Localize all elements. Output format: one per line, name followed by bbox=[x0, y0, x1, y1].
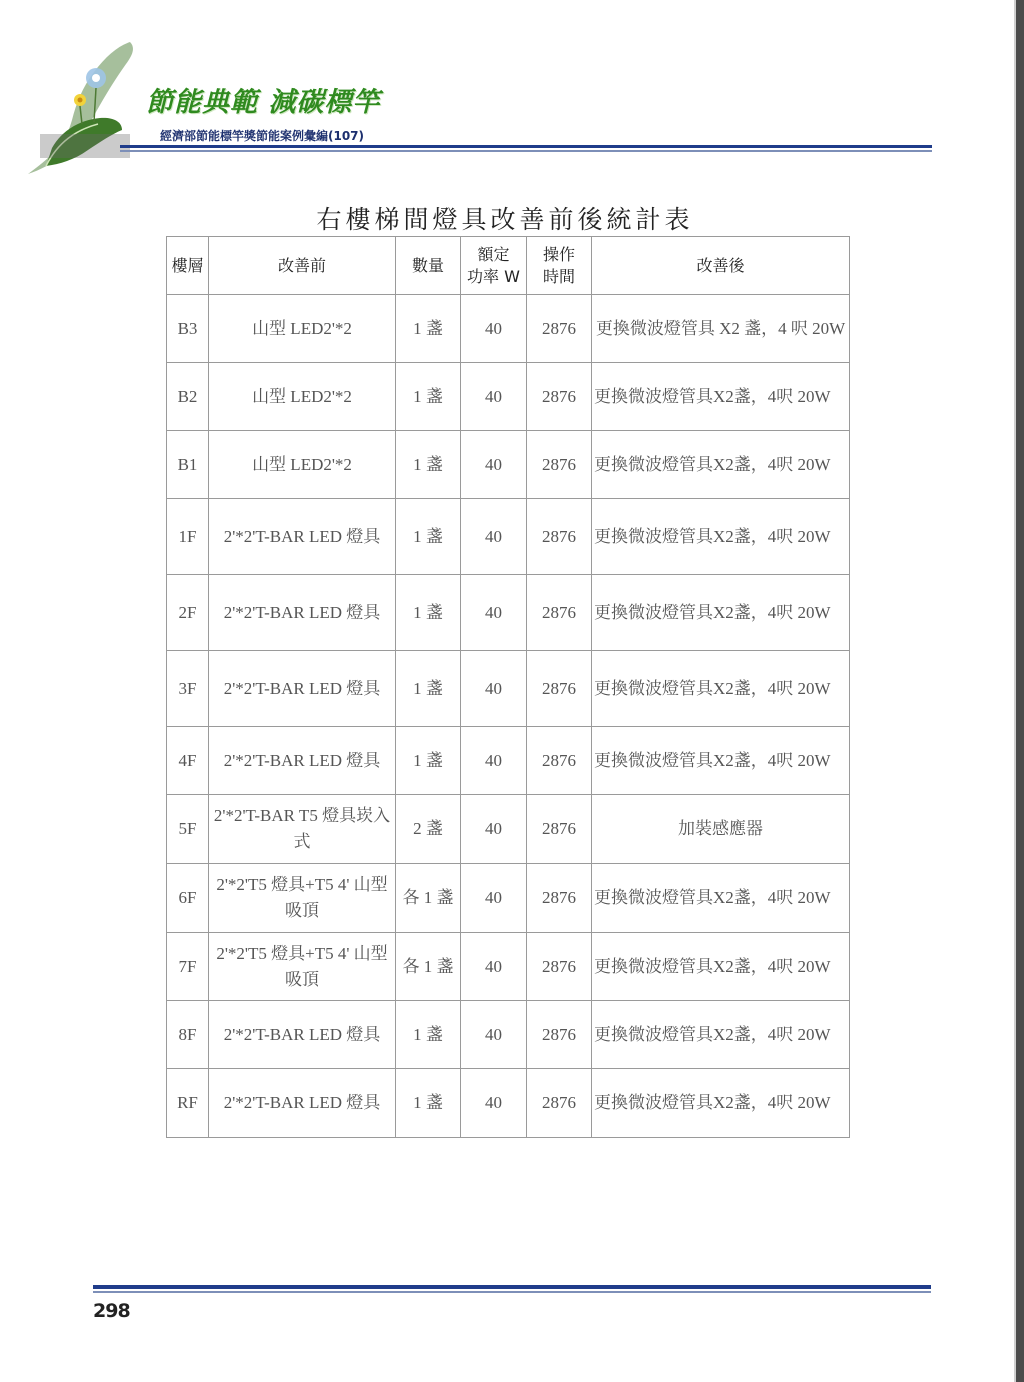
cell-power: 40 bbox=[461, 933, 527, 1001]
cell-after: 更換微波燈管具X2盞，4呎 20W bbox=[592, 651, 850, 727]
table-row bbox=[167, 795, 850, 864]
lighting-stats-table bbox=[166, 236, 850, 1138]
cell-time: 2876 bbox=[527, 795, 592, 864]
cell-power: 40 bbox=[461, 575, 527, 651]
cell-before: 山型 LED2'*2 bbox=[209, 431, 396, 499]
cell-power: 40 bbox=[461, 295, 527, 363]
cell-floor: RF bbox=[167, 1069, 209, 1138]
cell-power: 40 bbox=[461, 651, 527, 727]
cell-before: 2'*2'T5 燈具+T5 4' 山型吸頂 bbox=[209, 864, 396, 933]
cell-power: 40 bbox=[461, 1001, 527, 1069]
cell-before: 2'*2'T-BAR T5 燈具崁入式 bbox=[209, 795, 396, 864]
table-row bbox=[167, 499, 850, 575]
cell-after: 更換微波燈管具X2盞，4呎 20W bbox=[592, 363, 850, 431]
cell-time: 2876 bbox=[527, 727, 592, 795]
table-header-row bbox=[167, 237, 850, 295]
cell-power: 40 bbox=[461, 864, 527, 933]
cell-time: 2876 bbox=[527, 363, 592, 431]
cell-time: 2876 bbox=[527, 1069, 592, 1138]
cell-after: 更換微波燈管具 X2 盞，4 呎 20W bbox=[592, 295, 850, 363]
cell-time: 2876 bbox=[527, 295, 592, 363]
cell-time: 2876 bbox=[527, 1001, 592, 1069]
cell-time: 2876 bbox=[527, 933, 592, 1001]
cell-floor: 4F bbox=[167, 727, 209, 795]
cell-floor: B2 bbox=[167, 363, 209, 431]
header-title: 節能典範 減碳標竿 bbox=[146, 87, 381, 118]
cell-power: 40 bbox=[461, 431, 527, 499]
cell-floor: 5F bbox=[167, 795, 209, 864]
page-number: 298 bbox=[93, 1300, 130, 1322]
table-row bbox=[167, 727, 850, 795]
header-after: 改善後 bbox=[592, 237, 850, 295]
cell-floor: 8F bbox=[167, 1001, 209, 1069]
cell-qty: 1 盞 bbox=[396, 499, 461, 575]
table-row bbox=[167, 933, 850, 1001]
header-before: 改善前 bbox=[209, 237, 396, 295]
header-floor: 樓層 bbox=[167, 237, 209, 295]
cell-after: 更換微波燈管具X2盞，4呎 20W bbox=[592, 575, 850, 651]
cell-qty: 1 盞 bbox=[396, 295, 461, 363]
header-subtitle: 經濟部節能標竿獎節能案例彙編(107) bbox=[160, 129, 365, 143]
cell-floor: 6F bbox=[167, 864, 209, 933]
cell-qty: 1 盞 bbox=[396, 363, 461, 431]
cell-before: 2'*2'T-BAR LED 燈具 bbox=[209, 499, 396, 575]
cell-qty: 各 1 盞 bbox=[396, 933, 461, 1001]
cell-floor: 3F bbox=[167, 651, 209, 727]
cell-time: 2876 bbox=[527, 575, 592, 651]
taiwan-leaf-logo-icon bbox=[22, 38, 152, 178]
cell-after: 更換微波燈管具X2盞，4呎 20W bbox=[592, 864, 850, 933]
table-title: 右樓梯間燈具改善前後統計表 bbox=[316, 205, 694, 234]
cell-qty: 1 盞 bbox=[396, 727, 461, 795]
cell-after: 更換微波燈管具X2盞，4呎 20W bbox=[592, 1001, 850, 1069]
table-row bbox=[167, 864, 850, 933]
cell-time: 2876 bbox=[527, 431, 592, 499]
cell-floor: 1F bbox=[167, 499, 209, 575]
cell-before: 2'*2'T-BAR LED 燈具 bbox=[209, 727, 396, 795]
cell-after: 更換微波燈管具X2盞，4呎 20W bbox=[592, 431, 850, 499]
cell-before: 2'*2'T-BAR LED 燈具 bbox=[209, 1001, 396, 1069]
header-power-line1: 額定 bbox=[477, 244, 510, 264]
cell-after: 加裝感應器 bbox=[592, 795, 850, 864]
cell-before: 2'*2'T5 燈具+T5 4' 山型吸頂 bbox=[209, 933, 396, 1001]
header-power-line2: 功率 W bbox=[467, 266, 520, 286]
header-time-line2: 時間 bbox=[542, 266, 575, 286]
cell-before: 山型 LED2'*2 bbox=[209, 295, 396, 363]
cell-after: 更換微波燈管具X2盞，4呎 20W bbox=[592, 727, 850, 795]
table-row bbox=[167, 1001, 850, 1069]
footer-rule-thin bbox=[93, 1291, 931, 1293]
cell-before: 2'*2'T-BAR LED 燈具 bbox=[209, 575, 396, 651]
cell-floor: 7F bbox=[167, 933, 209, 1001]
table-row bbox=[167, 363, 850, 431]
cell-qty: 1 盞 bbox=[396, 1069, 461, 1138]
table-row bbox=[167, 1069, 850, 1138]
cell-floor: 2F bbox=[167, 575, 209, 651]
table-row bbox=[167, 651, 850, 727]
table-row bbox=[167, 431, 850, 499]
cell-before: 2'*2'T-BAR LED 燈具 bbox=[209, 1069, 396, 1138]
cell-floor: B1 bbox=[167, 431, 209, 499]
cell-before: 山型 LED2'*2 bbox=[209, 363, 396, 431]
table-row bbox=[167, 575, 850, 651]
header-time-line1: 操作 bbox=[542, 244, 575, 264]
cell-time: 2876 bbox=[527, 651, 592, 727]
header-qty: 數量 bbox=[396, 237, 461, 295]
cell-power: 40 bbox=[461, 363, 527, 431]
cell-time: 2876 bbox=[527, 864, 592, 933]
page-edge-shadow bbox=[1016, 0, 1024, 1382]
cell-qty: 1 盞 bbox=[396, 431, 461, 499]
cell-qty: 2 盞 bbox=[396, 795, 461, 864]
cell-power: 40 bbox=[461, 727, 527, 795]
cell-before: 2'*2'T-BAR LED 燈具 bbox=[209, 651, 396, 727]
header-power bbox=[461, 237, 527, 295]
cell-after: 更換微波燈管具X2盞，4呎 20W bbox=[592, 499, 850, 575]
header-rule bbox=[120, 145, 932, 148]
cell-time: 2876 bbox=[527, 499, 592, 575]
cell-floor: B3 bbox=[167, 295, 209, 363]
cell-after: 更換微波燈管具X2盞，4呎 20W bbox=[592, 933, 850, 1001]
cell-power: 40 bbox=[461, 1069, 527, 1138]
cell-qty: 1 盞 bbox=[396, 651, 461, 727]
header-time bbox=[527, 237, 592, 295]
footer-rule bbox=[93, 1285, 931, 1289]
cell-qty: 1 盞 bbox=[396, 575, 461, 651]
cell-qty: 1 盞 bbox=[396, 1001, 461, 1069]
cell-after: 更換微波燈管具X2盞，4呎 20W bbox=[592, 1069, 850, 1138]
cell-power: 40 bbox=[461, 499, 527, 575]
cell-qty: 各 1 盞 bbox=[396, 864, 461, 933]
table-row bbox=[167, 295, 850, 363]
header-rule-thin bbox=[120, 150, 932, 152]
cell-power: 40 bbox=[461, 795, 527, 864]
